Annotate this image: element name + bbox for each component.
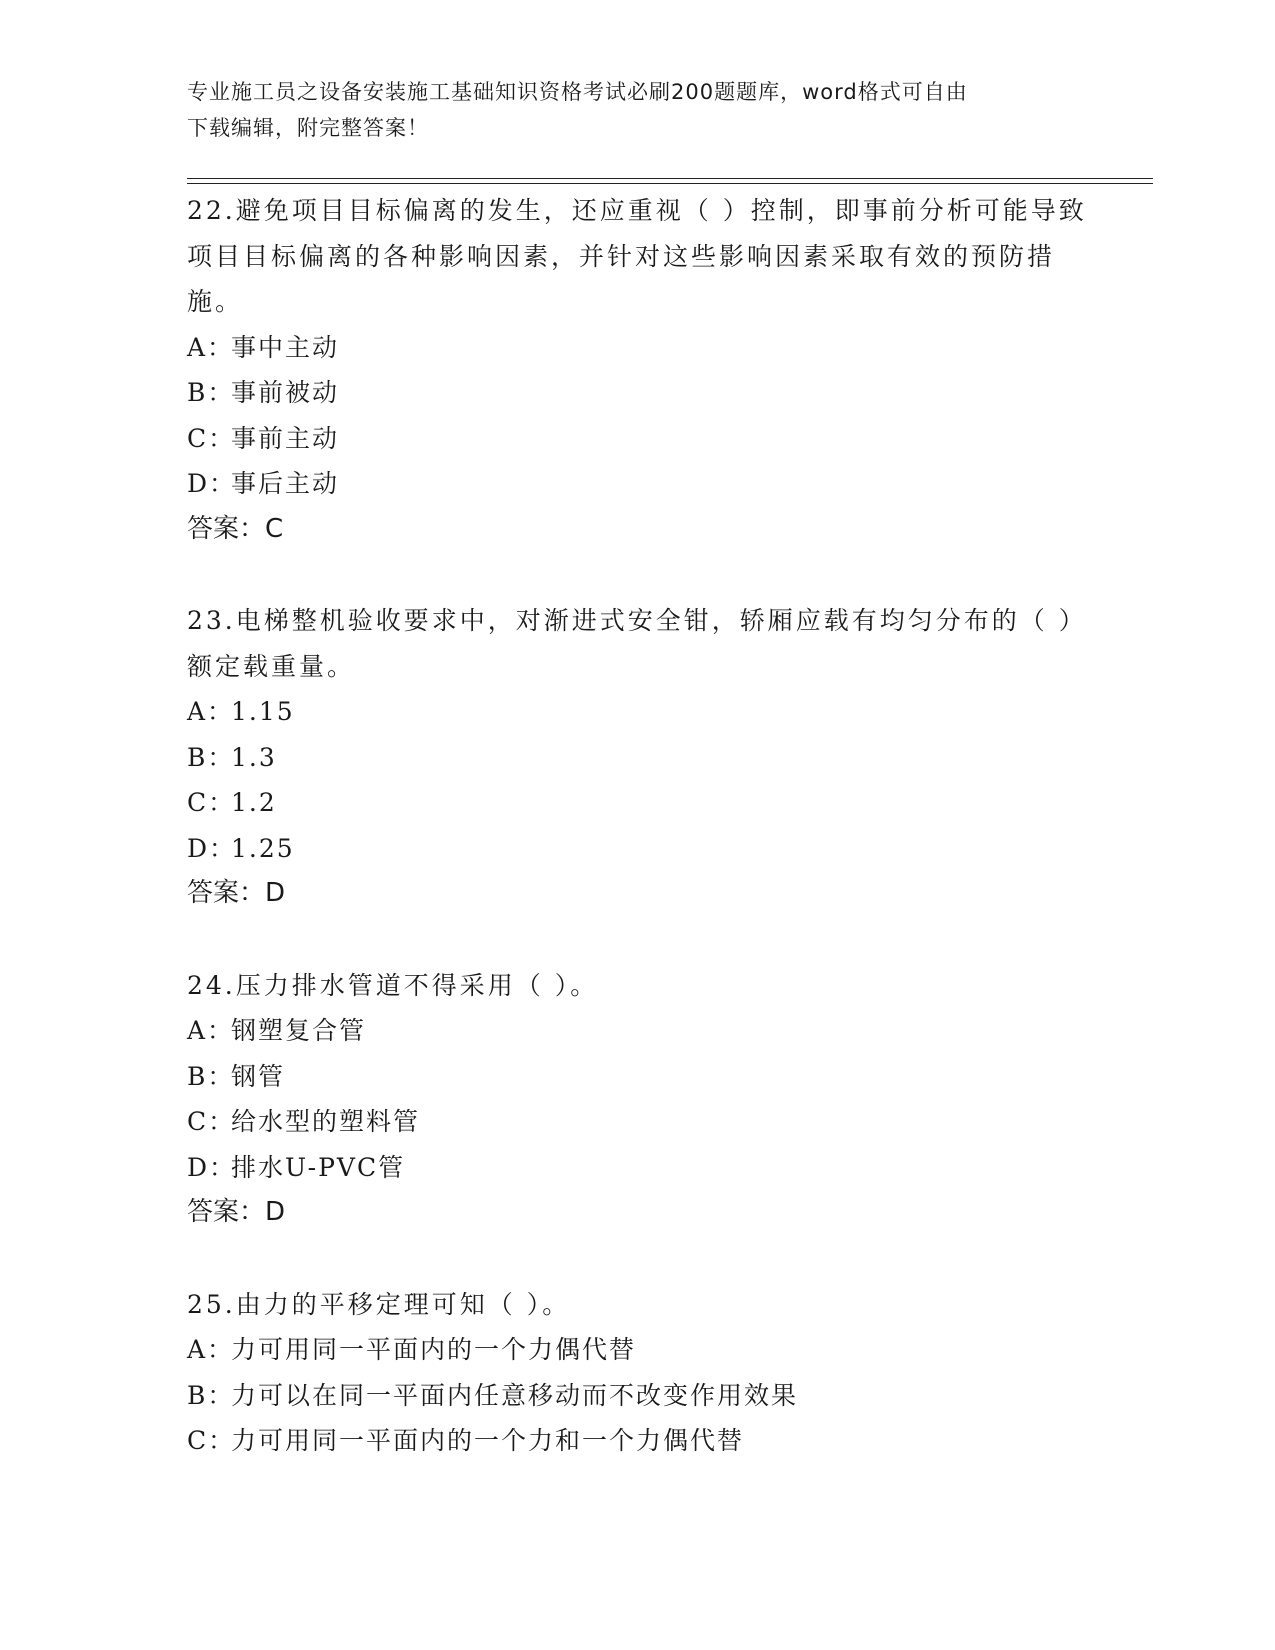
option-label: D： xyxy=(187,1152,237,1182)
option-label: B： xyxy=(187,1380,235,1410)
option-d xyxy=(187,461,1087,507)
option-text: 1.15 xyxy=(231,697,295,726)
option-c xyxy=(187,1418,1087,1464)
option-label: D： xyxy=(187,469,237,498)
option-a xyxy=(187,689,1087,735)
question-25 xyxy=(187,1282,1087,1464)
header-double-rule xyxy=(187,178,1153,184)
document-header xyxy=(187,74,1067,146)
option-c xyxy=(187,780,1087,826)
answer-line: 答案：D xyxy=(187,878,286,908)
option-text: 事中主动 xyxy=(231,332,340,362)
option-b xyxy=(187,1054,1087,1100)
option-label: A： xyxy=(187,1335,235,1364)
question-list xyxy=(187,188,1087,1510)
option-text: 给水型的塑料管 xyxy=(231,1107,421,1136)
option-text: 力可用同一平面内的一个力和一个力偶代替 xyxy=(231,1426,745,1455)
option-text: 1.2 xyxy=(231,788,277,817)
option-label: C： xyxy=(187,1107,236,1136)
option-text: 排水U-PVC管 xyxy=(231,1152,406,1182)
option-c xyxy=(187,416,1087,462)
option-b xyxy=(187,370,1087,416)
option-a xyxy=(187,325,1087,371)
option-label: B： xyxy=(187,742,235,772)
question-text: 23.电梯整机验收要求中，对渐进式安全钳，轿厢应载有均匀分布的（ ）额定载重量。 xyxy=(187,606,1087,681)
option-text: 力可用同一平面内的一个力偶代替 xyxy=(231,1335,637,1364)
option-label: B： xyxy=(187,378,235,407)
question-text: 25.由力的平移定理可知（ ）。 xyxy=(187,1289,571,1319)
option-label: C： xyxy=(187,788,236,817)
question-22 xyxy=(187,188,1087,552)
option-text: 事前主动 xyxy=(231,423,340,453)
header-line-2: 下载编辑，附完整答案！ xyxy=(187,116,429,140)
answer-line: 答案：D xyxy=(187,1197,286,1227)
option-text: 1.25 xyxy=(231,833,295,863)
option-text: 力可以在同一平面内任意移动而不改变作用效果 xyxy=(231,1380,799,1410)
option-text: 钢管 xyxy=(231,1061,286,1091)
question-23 xyxy=(187,598,1087,917)
option-a xyxy=(187,1327,1087,1373)
question-text: 24.压力排水管道不得采用（ ）。 xyxy=(187,970,599,1000)
question-24 xyxy=(187,963,1087,1236)
option-text: 事前被动 xyxy=(231,378,340,407)
answer-line: 答案：C xyxy=(187,513,284,544)
question-text: 22.避免项目目标偏离的发生，还应重视（ ）控制，即事前分析可能导致项目目标偏离的各种影响因素，并针对这些影响因素采取有效的预防措施。 xyxy=(187,196,1087,316)
option-b xyxy=(187,735,1087,781)
option-label: A： xyxy=(187,1016,235,1045)
option-label: C： xyxy=(187,1426,236,1455)
option-label: D： xyxy=(187,833,237,863)
header-line-1: 专业施工员之设备安装施工基础知识资格考试必刷200题题库，word格式可自由 xyxy=(187,80,968,104)
option-label: A： xyxy=(187,697,235,726)
option-text: 钢塑复合管 xyxy=(231,1016,367,1045)
option-label: A： xyxy=(187,332,235,362)
option-text: 事后主动 xyxy=(231,469,340,498)
option-b xyxy=(187,1373,1087,1419)
option-d xyxy=(187,826,1087,872)
option-a xyxy=(187,1008,1087,1054)
option-label: C： xyxy=(187,423,236,453)
option-c xyxy=(187,1099,1087,1145)
option-label: B： xyxy=(187,1061,235,1091)
option-d xyxy=(187,1145,1087,1191)
option-text: 1.3 xyxy=(231,742,277,772)
